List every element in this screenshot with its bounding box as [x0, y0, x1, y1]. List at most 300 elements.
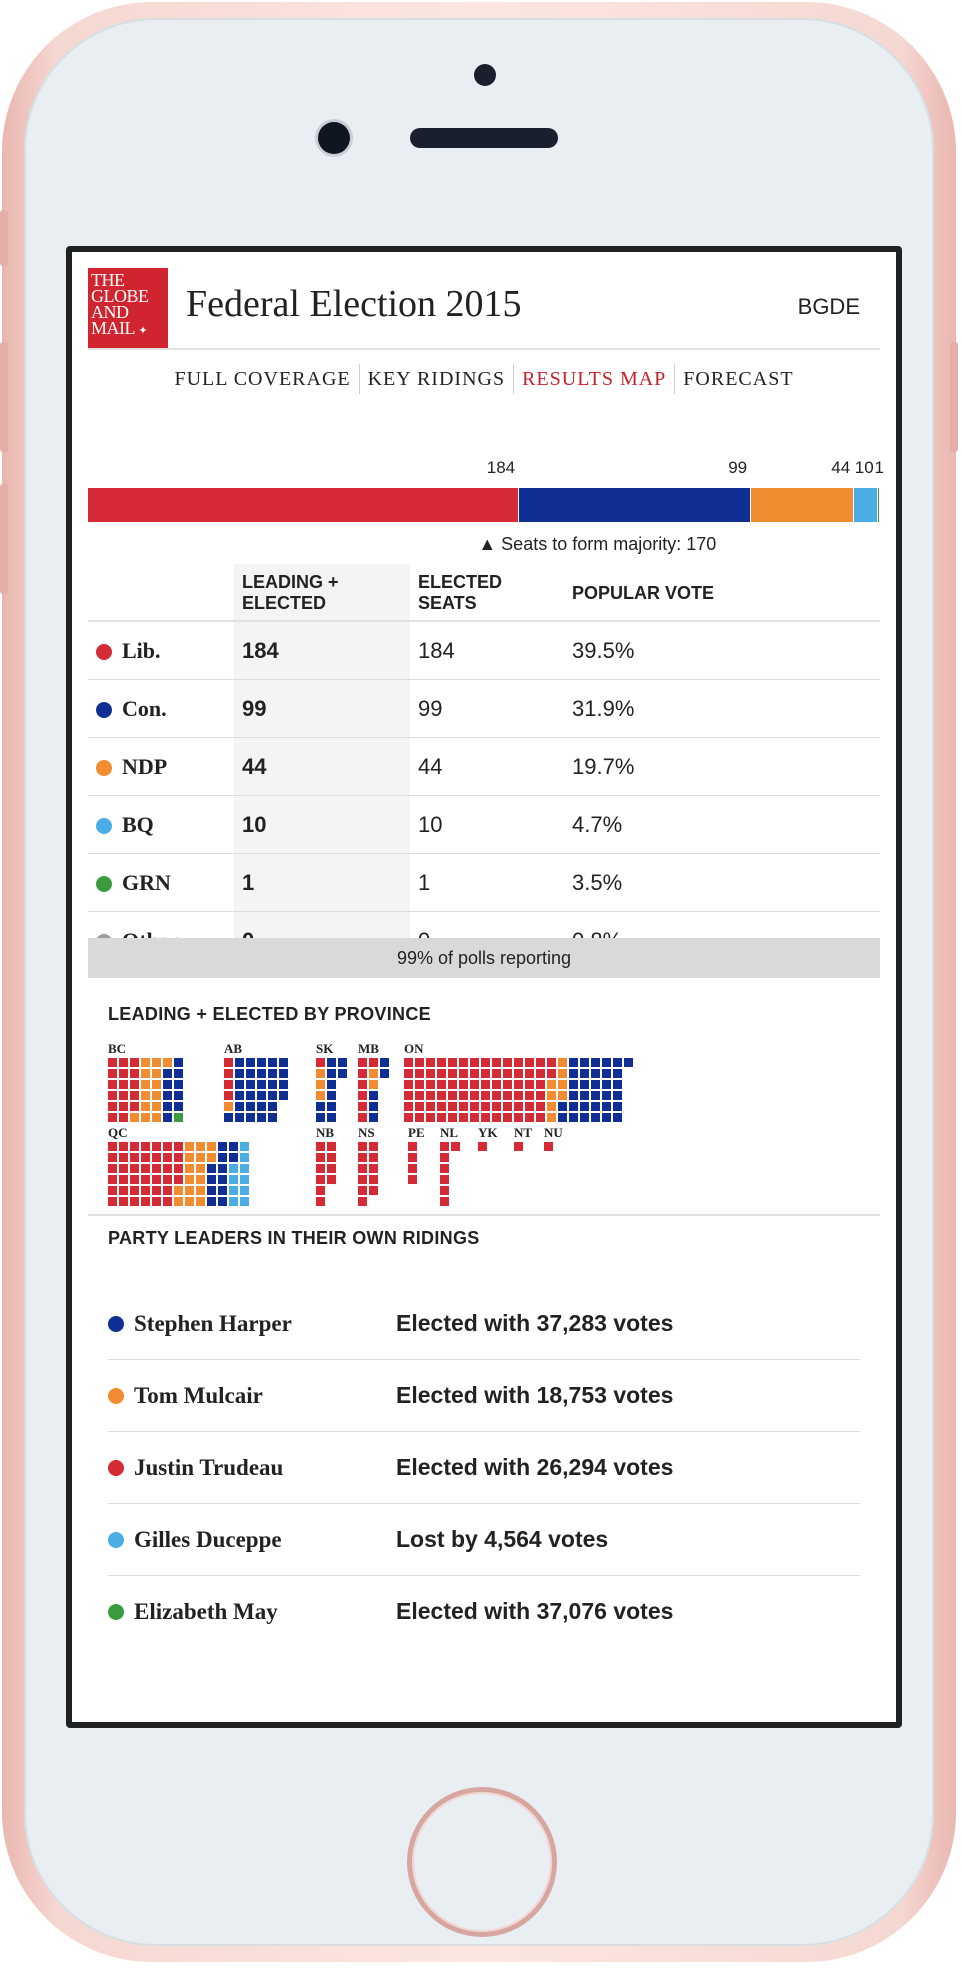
silent-switch: [0, 210, 8, 266]
seat-grid: [514, 1142, 532, 1206]
seat-square-con: [580, 1091, 589, 1100]
seat-square-lib: [481, 1113, 490, 1122]
seat-square-lib: [404, 1080, 413, 1089]
seat-square-lib: [369, 1058, 378, 1067]
seat-square-lib: [404, 1102, 413, 1111]
nav-results-map[interactable]: RESULTS MAP: [514, 364, 675, 394]
seat-square-con: [207, 1175, 216, 1184]
seat-square-lib: [369, 1186, 378, 1195]
seat-square-lib: [130, 1164, 139, 1173]
seat-grid: [358, 1142, 378, 1206]
nav-forecast[interactable]: FORECAST: [683, 368, 794, 390]
province-ns[interactable]: [358, 1126, 378, 1206]
seat-square-lib: [358, 1069, 367, 1078]
seat-square-ndp: [152, 1080, 161, 1089]
seat-square-lib: [358, 1175, 367, 1184]
seat-square-lib: [459, 1080, 468, 1089]
seat-square-con: [163, 1069, 172, 1078]
seat-square-lib: [152, 1164, 161, 1173]
seat-square-lib: [152, 1197, 161, 1206]
seat-square-lib: [415, 1080, 424, 1089]
province-on[interactable]: [404, 1042, 633, 1122]
province-mb[interactable]: [358, 1042, 389, 1122]
seat-square-lib: [119, 1113, 128, 1122]
popular-vote-value: 39.5%: [564, 621, 880, 680]
seat-square-con: [246, 1091, 255, 1100]
seat-square-lib: [358, 1164, 367, 1173]
seat-grid: [358, 1058, 389, 1122]
seat-square-lib: [525, 1069, 534, 1078]
col-header-elected: ELECTED SEATS: [410, 564, 564, 621]
nav-full-coverage[interactable]: FULL COVERAGE: [166, 364, 359, 394]
seat-square-ndp: [130, 1113, 139, 1122]
seat-square-lib: [492, 1113, 501, 1122]
seat-square-lib: [163, 1197, 172, 1206]
seat-square-lib: [440, 1164, 449, 1173]
seat-square-ndp: [141, 1102, 150, 1111]
seat-square-ndp: [369, 1069, 378, 1078]
seat-square-lib: [119, 1175, 128, 1184]
seat-square-lib: [327, 1164, 336, 1173]
seat-square-lib: [408, 1164, 417, 1173]
seat-square-ndp: [163, 1058, 172, 1067]
seat-square-lib: [437, 1058, 446, 1067]
seat-square-lib: [470, 1091, 479, 1100]
seat-square-ndp: [558, 1080, 567, 1089]
seat-square-con: [279, 1080, 288, 1089]
seat-square-con: [174, 1080, 183, 1089]
seat-square-ndp: [207, 1142, 216, 1151]
leaders-list: [108, 1288, 860, 1647]
province-sk[interactable]: [316, 1042, 347, 1122]
seat-square-con: [174, 1058, 183, 1067]
seat-square-con: [235, 1113, 244, 1122]
seat-square-lib: [492, 1102, 501, 1111]
language-toggle[interactable]: BGDE: [797, 294, 860, 319]
home-button[interactable]: [412, 1792, 552, 1932]
seat-square-lib: [426, 1091, 435, 1100]
seat-square-con: [235, 1058, 244, 1067]
section-divider: [88, 1214, 880, 1216]
province-label: NU: [544, 1125, 563, 1140]
seat-square-lib: [119, 1080, 128, 1089]
seat-square-con: [580, 1080, 589, 1089]
leading-elected-value: 1: [234, 854, 410, 912]
elected-seats-value: 184: [410, 621, 564, 680]
seat-square-con: [569, 1080, 578, 1089]
leader-result: Lost by 4,564 votes: [396, 1526, 609, 1552]
seat-square-ndp: [547, 1102, 556, 1111]
seat-square-con: [602, 1058, 611, 1067]
seat-square-lib: [492, 1058, 501, 1067]
province-label: AB: [224, 1041, 243, 1056]
seat-square-lib: [404, 1091, 413, 1100]
seat-bar-segment-lib: [88, 488, 519, 522]
seat-square-lib: [141, 1142, 150, 1151]
province-pe[interactable]: [408, 1126, 425, 1206]
seat-square-ndp: [316, 1069, 325, 1078]
seat-square-lib: [440, 1153, 449, 1162]
seat-square-con: [257, 1102, 266, 1111]
province-nt[interactable]: [514, 1126, 532, 1206]
seat-square-lib: [327, 1175, 336, 1184]
earpiece-speaker: [410, 128, 558, 148]
seat-square-lib: [174, 1164, 183, 1173]
seat-square-lib: [440, 1186, 449, 1195]
logo-line: AND: [91, 302, 129, 322]
seat-square-lib: [514, 1091, 523, 1100]
logo-line: [91, 320, 165, 339]
seat-square-lib: [544, 1142, 553, 1151]
seat-square-lib: [408, 1153, 417, 1162]
seat-square-lib: [478, 1142, 487, 1151]
seat-square-lib: [119, 1164, 128, 1173]
seat-square-lib: [358, 1197, 367, 1206]
seat-square-con: [163, 1080, 172, 1089]
party-color-dot: [108, 1460, 124, 1476]
seat-square-lib: [119, 1153, 128, 1162]
seat-square-con: [218, 1142, 227, 1151]
party-cell: [88, 854, 234, 912]
seat-square-lib: [514, 1080, 523, 1089]
seat-square-con: [235, 1091, 244, 1100]
seat-square-con: [580, 1058, 589, 1067]
seat-square-ndp: [207, 1153, 216, 1162]
seat-square-con: [591, 1058, 600, 1067]
seat-square-con: [218, 1175, 227, 1184]
seat-square-ndp: [224, 1102, 233, 1111]
seat-square-lib: [514, 1142, 523, 1151]
province-nb[interactable]: [316, 1126, 336, 1206]
seat-square-con: [163, 1102, 172, 1111]
province-label: NL: [440, 1125, 459, 1140]
province-label: BC: [108, 1041, 127, 1056]
seat-square-lib: [108, 1175, 117, 1184]
seat-bar: [88, 488, 880, 522]
seat-square-con: [246, 1113, 255, 1122]
leader-name: Tom Mulcair: [134, 1382, 263, 1408]
leader-name-cell: [108, 1311, 396, 1337]
seat-square-lib: [358, 1102, 367, 1111]
seat-square-lib: [327, 1153, 336, 1162]
globe-and-mail-logo[interactable]: [88, 268, 168, 348]
seat-square-lib: [141, 1153, 150, 1162]
seat-square-lib: [481, 1069, 490, 1078]
seat-square-con: [268, 1102, 277, 1111]
seat-square-ndp: [547, 1113, 556, 1122]
leaders-section-title: PARTY LEADERS IN THEIR OWN RIDINGS: [108, 1228, 480, 1248]
elected-seats-value: 1: [410, 854, 564, 912]
seat-square-lib: [369, 1175, 378, 1184]
seat-square-bq: [229, 1175, 238, 1184]
leader-result: Elected with 18,753 votes: [396, 1382, 674, 1408]
seat-square-lib: [119, 1069, 128, 1078]
seat-square-bq: [229, 1186, 238, 1195]
seat-square-lib: [470, 1069, 479, 1078]
seat-square-lib: [119, 1142, 128, 1151]
front-camera-icon: [318, 122, 350, 154]
seat-square-con: [327, 1113, 336, 1122]
province-label: PE: [408, 1125, 425, 1140]
seat-square-ndp: [185, 1142, 194, 1151]
seat-square-lib: [415, 1102, 424, 1111]
party-color-dot: [96, 644, 112, 660]
seat-grid: [478, 1142, 498, 1206]
seat-square-lib: [108, 1102, 117, 1111]
seat-square-ndp: [141, 1058, 150, 1067]
seat-square-grn: [174, 1113, 183, 1122]
results-row: [88, 796, 880, 854]
results-row: [88, 680, 880, 738]
seat-square-con: [613, 1102, 622, 1111]
leader-row[interactable]: [108, 1432, 860, 1504]
seat-square-con: [235, 1069, 244, 1078]
seat-bar-segment-ndp: [751, 488, 854, 522]
seat-square-lib: [408, 1175, 417, 1184]
seat-square-con: [369, 1102, 378, 1111]
majority-marker-glyph: ▲: [478, 534, 497, 554]
seat-square-ndp: [196, 1197, 205, 1206]
party-cell: [88, 680, 234, 738]
seat-count-labels: [88, 458, 884, 482]
seat-square-lib: [163, 1142, 172, 1151]
seat-square-lib: [503, 1080, 512, 1089]
seat-square-con: [602, 1113, 611, 1122]
seat-square-ndp: [152, 1102, 161, 1111]
seat-grid: [224, 1058, 288, 1122]
seat-square-con: [613, 1069, 622, 1078]
seat-grid: [316, 1142, 336, 1206]
seat-square-ndp: [558, 1091, 567, 1100]
seat-square-ndp: [196, 1186, 205, 1195]
volume-down-button: [0, 484, 8, 594]
seat-square-lib: [369, 1164, 378, 1173]
seat-bar-segment-con: [519, 488, 751, 522]
nav-key-ridings[interactable]: KEY RIDINGS: [360, 364, 514, 394]
seat-square-con: [207, 1186, 216, 1195]
seat-square-lib: [224, 1069, 233, 1078]
seat-square-lib: [481, 1080, 490, 1089]
seat-square-ndp: [152, 1069, 161, 1078]
results-table-header: [88, 564, 880, 621]
seat-square-lib: [108, 1113, 117, 1122]
seat-square-lib: [174, 1153, 183, 1162]
party-color-dot: [108, 1316, 124, 1332]
seat-square-con: [246, 1058, 255, 1067]
seat-square-lib: [358, 1142, 367, 1151]
seat-square-lib: [525, 1113, 534, 1122]
seat-square-lib: [415, 1069, 424, 1078]
seat-count-label-bq: 10: [854, 458, 874, 477]
seat-square-ndp: [369, 1080, 378, 1089]
seat-square-lib: [327, 1142, 336, 1151]
seat-square-lib: [130, 1058, 139, 1067]
seat-square-con: [279, 1091, 288, 1100]
leader-result: Elected with 26,294 votes: [396, 1454, 674, 1480]
election-page: [72, 252, 896, 1722]
party-cell: [88, 621, 234, 680]
leader-name-cell: [108, 1527, 396, 1553]
leader-name: Elizabeth May: [134, 1598, 278, 1624]
polls-reporting-banner: 99% of polls reporting: [88, 938, 880, 978]
seat-grid: [108, 1142, 249, 1206]
province-nu[interactable]: [544, 1126, 563, 1206]
seat-square-bq: [240, 1175, 249, 1184]
col-header-leading: LEADING + ELECTED: [234, 564, 410, 621]
seat-square-lib: [514, 1102, 523, 1111]
seat-square-lib: [536, 1113, 545, 1122]
province-nl[interactable]: [440, 1126, 460, 1206]
seat-square-bq: [240, 1153, 249, 1162]
seat-square-ndp: [316, 1080, 325, 1089]
seat-square-con: [235, 1080, 244, 1089]
seat-square-lib: [503, 1091, 512, 1100]
leader-row[interactable]: [108, 1360, 860, 1432]
seat-square-lib: [163, 1175, 172, 1184]
seat-square-con: [580, 1113, 589, 1122]
seat-square-lib: [451, 1142, 460, 1151]
seat-square-lib: [130, 1102, 139, 1111]
seat-square-lib: [119, 1186, 128, 1195]
province-label: ON: [404, 1041, 424, 1056]
leader-name: Gilles Duceppe: [134, 1526, 282, 1552]
party-name: NDP: [122, 753, 168, 779]
seat-square-con: [624, 1058, 633, 1067]
seat-square-con: [207, 1164, 216, 1173]
seat-square-lib: [459, 1058, 468, 1067]
maple-leaf-icon: ✦: [138, 325, 148, 337]
seat-square-lib: [174, 1142, 183, 1151]
popular-vote-value: 31.9%: [564, 680, 880, 738]
seat-square-lib: [448, 1113, 457, 1122]
province-label: NS: [358, 1125, 375, 1140]
seat-square-lib: [316, 1164, 325, 1173]
seat-square-lib: [119, 1091, 128, 1100]
seat-square-ndp: [185, 1164, 194, 1173]
seat-square-lib: [470, 1113, 479, 1122]
seat-square-lib: [525, 1080, 534, 1089]
seat-square-lib: [141, 1186, 150, 1195]
seat-square-ndp: [547, 1080, 556, 1089]
seat-square-con: [369, 1113, 378, 1122]
seat-square-con: [163, 1113, 172, 1122]
seat-square-con: [229, 1142, 238, 1151]
seat-square-lib: [437, 1069, 446, 1078]
seat-square-lib: [437, 1091, 446, 1100]
seat-count-label-con: 99: [728, 458, 748, 477]
seat-square-con: [602, 1091, 611, 1100]
party-color-dot: [108, 1532, 124, 1548]
leader-row[interactable]: [108, 1576, 860, 1647]
seat-square-ndp: [558, 1069, 567, 1078]
seat-square-con: [591, 1080, 600, 1089]
seat-square-lib: [492, 1091, 501, 1100]
seat-square-lib: [108, 1069, 117, 1078]
seat-square-ndp: [558, 1058, 567, 1067]
phone-frame: [2, 2, 956, 1962]
seat-square-con: [246, 1069, 255, 1078]
leader-name-cell: [108, 1383, 396, 1409]
seat-square-con: [327, 1080, 336, 1089]
seat-square-con: [613, 1058, 622, 1067]
seat-square-lib: [108, 1142, 117, 1151]
seat-square-ndp: [185, 1186, 194, 1195]
leading-elected-value: 99: [234, 680, 410, 738]
seat-square-lib: [440, 1175, 449, 1184]
seat-square-lib: [503, 1069, 512, 1078]
majority-text: Seats to form majority: 170: [501, 534, 717, 554]
seat-square-lib: [404, 1113, 413, 1122]
seat-square-con: [613, 1091, 622, 1100]
province-yk[interactable]: [478, 1126, 498, 1206]
seat-square-lib: [448, 1069, 457, 1078]
party-color-dot: [108, 1388, 124, 1404]
seat-square-lib: [470, 1058, 479, 1067]
seat-square-lib: [152, 1175, 161, 1184]
seat-square-bq: [240, 1142, 249, 1151]
seat-square-lib: [152, 1186, 161, 1195]
seat-square-lib: [163, 1186, 172, 1195]
logo-line: THE: [91, 270, 125, 290]
seat-square-ndp: [196, 1175, 205, 1184]
province-label: NT: [514, 1125, 533, 1140]
province-section-title: LEADING + ELECTED BY PROVINCE: [108, 1004, 431, 1024]
results-table-body: [88, 621, 880, 970]
seat-square-lib: [492, 1080, 501, 1089]
leader-row[interactable]: [108, 1504, 860, 1576]
seat-square-ndp: [141, 1080, 150, 1089]
seat-square-lib: [141, 1164, 150, 1173]
power-button: [950, 342, 958, 452]
party-cell: [88, 738, 234, 796]
proximity-sensor: [474, 64, 496, 86]
seat-square-lib: [514, 1058, 523, 1067]
seat-square-lib: [108, 1186, 117, 1195]
results-table: [88, 564, 880, 970]
seat-square-lib: [130, 1080, 139, 1089]
page-header: [88, 268, 880, 350]
leading-elected-value: 44: [234, 738, 410, 796]
seat-square-con: [174, 1069, 183, 1078]
seat-square-ndp: [196, 1142, 205, 1151]
province-bc[interactable]: [108, 1042, 183, 1122]
results-row: [88, 621, 880, 680]
party-name: GRN: [122, 869, 171, 895]
seat-square-con: [569, 1102, 578, 1111]
logo-line-text: MAIL: [91, 318, 135, 338]
seat-square-lib: [224, 1058, 233, 1067]
seat-square-ndp: [141, 1091, 150, 1100]
seat-square-con: [218, 1186, 227, 1195]
seat-square-lib: [404, 1069, 413, 1078]
seat-square-lib: [503, 1102, 512, 1111]
seat-square-con: [207, 1197, 216, 1206]
seat-square-lib: [536, 1102, 545, 1111]
province-label: YK: [478, 1125, 498, 1140]
seat-square-lib: [415, 1113, 424, 1122]
leader-row[interactable]: [108, 1288, 860, 1360]
party-color-dot: [96, 876, 112, 892]
seat-square-lib: [525, 1091, 534, 1100]
province-ab[interactable]: [224, 1042, 288, 1122]
seat-square-lib: [316, 1153, 325, 1162]
party-color-dot: [108, 1604, 124, 1620]
seat-square-lib: [358, 1186, 367, 1195]
seat-square-con: [602, 1080, 611, 1089]
leader-name: Stephen Harper: [134, 1310, 292, 1336]
seat-square-lib: [514, 1113, 523, 1122]
province-qc[interactable]: [108, 1126, 249, 1206]
